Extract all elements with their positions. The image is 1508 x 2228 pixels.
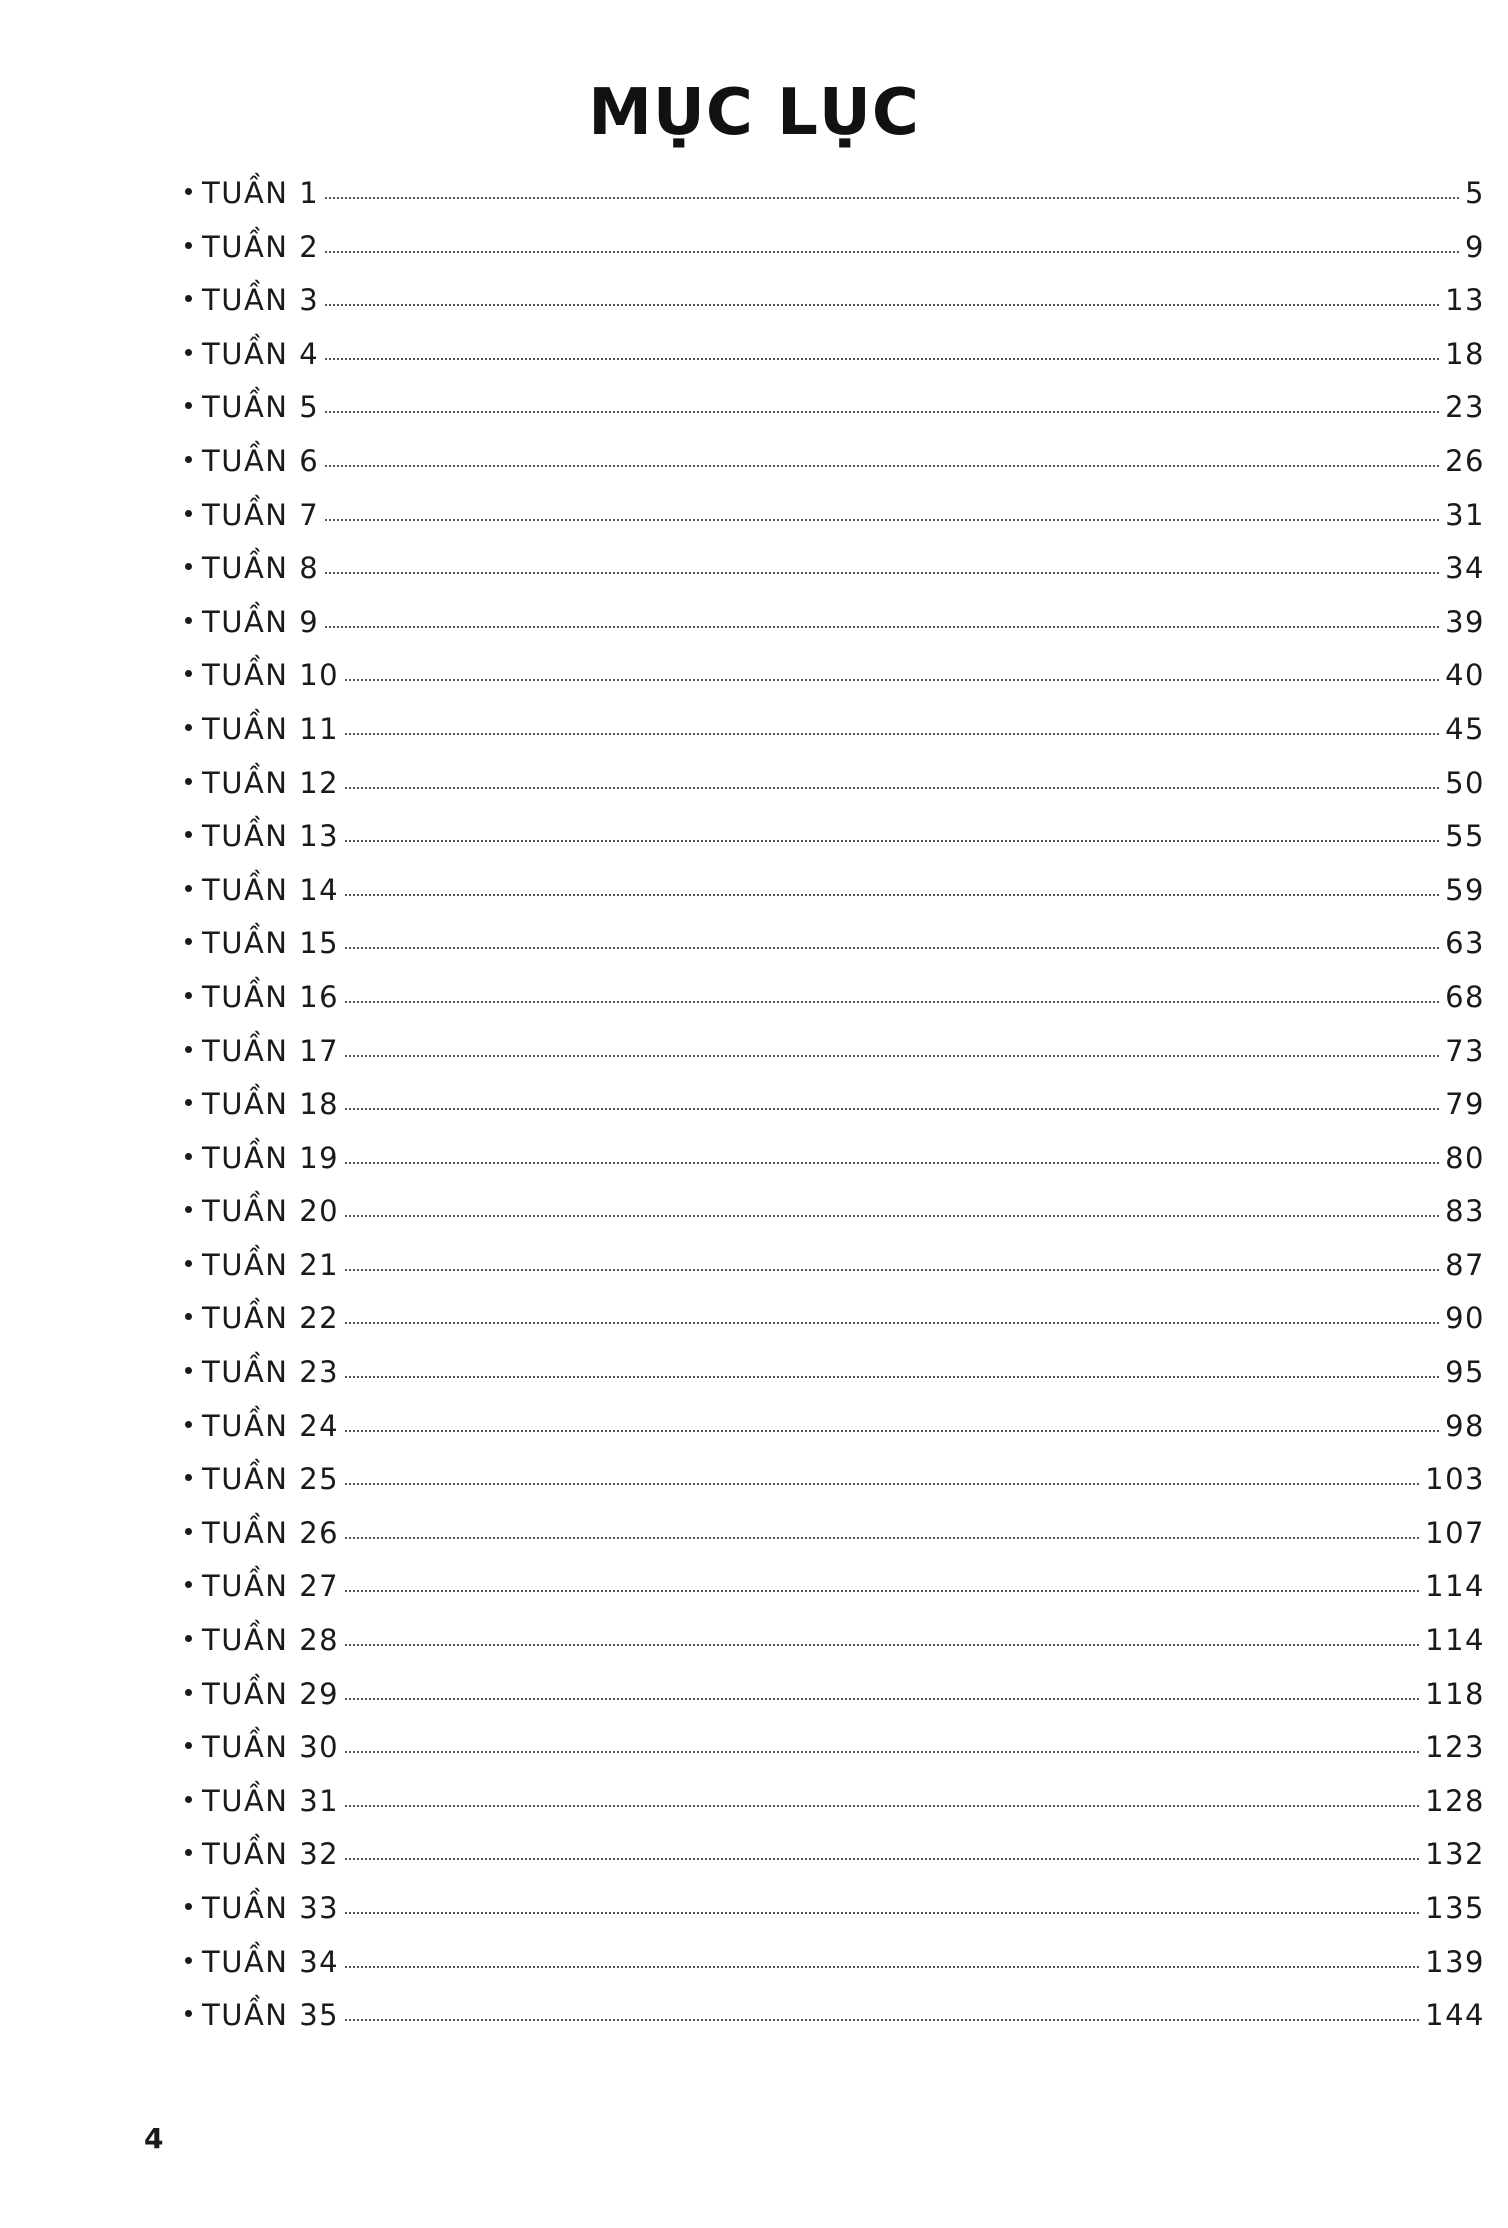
bullet-icon: [185, 1689, 192, 1696]
toc-entry-page-number: 87: [1445, 1247, 1485, 1282]
dot-leader: [345, 1858, 1419, 1860]
toc-entry-label: TUẦN 17: [202, 1033, 340, 1068]
page-title: MỤC LỤC: [588, 76, 920, 150]
dot-leader: [345, 1376, 1439, 1378]
toc-entry-29[interactable]: [185, 1677, 1485, 1731]
dot-leader: [345, 787, 1439, 789]
toc-entry-label: TUẦN 2: [202, 229, 320, 264]
dot-leader: [345, 1001, 1439, 1003]
toc-entry-page-number: 59: [1445, 872, 1485, 907]
bullet-icon: [185, 1206, 192, 1213]
toc-entry-label: TUẦN 22: [202, 1301, 340, 1336]
toc-entry-18[interactable]: [185, 1087, 1485, 1141]
toc-entry-page-number: 123: [1425, 1730, 1485, 1765]
toc-entry-27[interactable]: [185, 1569, 1485, 1623]
toc-entry-page-number: 135: [1425, 1891, 1485, 1925]
bullet-icon: [185, 885, 192, 892]
dot-leader: [325, 572, 1439, 574]
dot-leader: [345, 840, 1439, 842]
bullet-icon: [185, 295, 192, 302]
toc-entry-page-number: 144: [1425, 1998, 1485, 2033]
bullet-icon: [185, 778, 192, 785]
toc-entry-33[interactable]: [185, 1891, 1485, 1945]
toc-entry-label: TUẦN 14: [202, 872, 340, 907]
toc-entry-label: TUẦN 4: [202, 336, 320, 371]
toc-entry-page-number: 83: [1445, 1194, 1485, 1229]
toc-entry-label: TUẦN 23: [202, 1355, 340, 1390]
toc-entry-9[interactable]: [185, 605, 1485, 659]
toc-entry-14[interactable]: [185, 873, 1485, 927]
toc-entry-21[interactable]: [185, 1248, 1485, 1302]
bullet-icon: [185, 563, 192, 570]
dot-leader: [345, 1912, 1419, 1914]
toc-entry-label: TUẦN 30: [202, 1730, 340, 1765]
toc-entry-label: TUẦN 15: [202, 926, 340, 961]
dot-leader: [345, 1269, 1439, 1271]
dot-leader: [345, 1751, 1419, 1753]
toc-entry-16[interactable]: [185, 980, 1485, 1034]
toc-entry-22[interactable]: [185, 1301, 1485, 1355]
bullet-icon: [185, 1367, 192, 1374]
bullet-icon: [185, 1046, 192, 1053]
bullet-icon: [185, 1957, 192, 1964]
dot-leader: [345, 1215, 1439, 1217]
toc-entry-page-number: 50: [1445, 765, 1485, 800]
bullet-icon: [185, 831, 192, 838]
toc-entry-page-number: 26: [1445, 443, 1485, 478]
toc-entry-page-number: 5: [1465, 176, 1485, 210]
toc-entry-page-number: 98: [1445, 1408, 1485, 1443]
toc-entry-label: TUẦN 18: [202, 1087, 340, 1122]
bullet-icon: [185, 1474, 192, 1481]
toc-entry-5[interactable]: [185, 390, 1485, 444]
toc-entry-page-number: 68: [1445, 979, 1485, 1014]
toc-entry-28[interactable]: [185, 1623, 1485, 1677]
dot-leader: [325, 197, 1459, 199]
dot-leader: [345, 1805, 1419, 1807]
toc-entry-13[interactable]: [185, 819, 1485, 873]
dot-leader: [345, 679, 1439, 681]
toc-entry-page-number: 128: [1425, 1783, 1485, 1818]
toc-entry-page-number: 45: [1445, 711, 1485, 746]
toc-entry-20[interactable]: [185, 1194, 1485, 1248]
toc-entry-page-number: 40: [1445, 658, 1485, 693]
toc-entry-7[interactable]: [185, 498, 1485, 552]
toc-entry-label: TUẦN 24: [202, 1408, 340, 1443]
bullet-icon: [185, 2010, 192, 2017]
toc-entry-label: TUẦN 3: [202, 283, 320, 318]
toc-entry-12[interactable]: [185, 766, 1485, 820]
toc-entry-label: TUẦN 27: [202, 1569, 340, 1604]
bullet-icon: [185, 1581, 192, 1588]
toc-entry-19[interactable]: [185, 1141, 1485, 1195]
bullet-icon: [185, 1742, 192, 1749]
toc-entry-page-number: 31: [1445, 497, 1485, 532]
dot-leader: [325, 411, 1439, 413]
dot-leader: [325, 304, 1439, 306]
bullet-icon: [185, 402, 192, 409]
toc-entry-34[interactable]: [185, 1945, 1485, 1999]
toc-entry-page-number: 55: [1445, 819, 1485, 854]
toc-entry-4[interactable]: [185, 337, 1485, 391]
toc-entry-24[interactable]: [185, 1409, 1485, 1463]
bullet-icon: [185, 242, 192, 249]
bullet-icon: [185, 617, 192, 624]
toc-entry-label: TUẦN 28: [202, 1623, 340, 1658]
toc-entry-10[interactable]: [185, 658, 1485, 712]
bullet-icon: [185, 1260, 192, 1267]
toc-entry-label: TUẦN 25: [202, 1462, 340, 1497]
dot-leader: [345, 1483, 1419, 1485]
toc-entry-page-number: 95: [1445, 1355, 1485, 1390]
bullet-icon: [185, 1903, 192, 1910]
toc-entry-page-number: 139: [1425, 1944, 1485, 1979]
bullet-icon: [185, 1796, 192, 1803]
page-number: 4: [144, 2122, 164, 2155]
toc-entry-32[interactable]: [185, 1837, 1485, 1891]
bullet-icon: [185, 1313, 192, 1320]
bullet-icon: [185, 724, 192, 731]
toc-entry-page-number: 114: [1425, 1569, 1485, 1604]
dot-leader: [345, 1590, 1419, 1592]
toc-entry-6[interactable]: [185, 444, 1485, 498]
dot-leader: [345, 1966, 1419, 1968]
dot-leader: [345, 2019, 1419, 2021]
dot-leader: [325, 519, 1439, 521]
bullet-icon: [185, 670, 192, 677]
toc-entry-2[interactable]: [185, 230, 1485, 284]
dot-leader: [345, 733, 1439, 735]
dot-leader: [325, 626, 1439, 628]
toc-entry-page-number: 80: [1445, 1140, 1485, 1175]
bullet-icon: [185, 938, 192, 945]
bullet-icon: [185, 1635, 192, 1642]
toc-entry-page-number: 63: [1445, 926, 1485, 961]
toc-entry-page-number: 34: [1445, 551, 1485, 586]
dot-leader: [345, 1430, 1439, 1432]
dot-leader: [345, 894, 1439, 896]
toc-entry-label: TUẦN 9: [202, 604, 320, 639]
toc-entry-label: TUẦN 31: [202, 1783, 340, 1818]
toc-entry-label: TUẦN 12: [202, 765, 340, 800]
toc-entry-label: TUẦN 5: [202, 390, 320, 425]
toc-entry-8[interactable]: [185, 551, 1485, 605]
toc-entry-label: TUẦN 13: [202, 819, 340, 854]
toc-entry-30[interactable]: [185, 1730, 1485, 1784]
toc-entry-page-number: 132: [1425, 1837, 1485, 1872]
toc-entry-11[interactable]: [185, 712, 1485, 766]
toc-entry-label: TUẦN 32: [202, 1837, 340, 1872]
toc-entry-label: TUẦN 21: [202, 1247, 340, 1282]
toc-entry-17[interactable]: [185, 1034, 1485, 1088]
toc-entry-label: TUẦN 29: [202, 1676, 340, 1711]
toc-entry-label: TUẦN 1: [202, 176, 320, 210]
dot-leader: [345, 1055, 1439, 1057]
dot-leader: [325, 251, 1459, 253]
toc-entry-label: TUẦN 16: [202, 979, 340, 1014]
bullet-icon: [185, 456, 192, 463]
bullet-icon: [185, 1099, 192, 1106]
toc-entry-label: TUẦN 19: [202, 1140, 340, 1175]
dot-leader: [345, 947, 1439, 949]
toc-entry-label: TUẦN 11: [202, 711, 340, 746]
toc-entry-25[interactable]: [185, 1462, 1485, 1516]
toc-entry-page-number: 39: [1445, 604, 1485, 639]
dot-leader: [345, 1108, 1439, 1110]
dot-leader: [345, 1537, 1419, 1539]
dot-leader: [345, 1644, 1419, 1646]
table-of-contents: [185, 176, 1485, 2052]
bullet-icon: [185, 188, 192, 195]
toc-entry-page-number: 13: [1445, 283, 1485, 318]
toc-entry-page-number: 9: [1465, 229, 1485, 264]
toc-entry-15[interactable]: [185, 926, 1485, 980]
toc-entry-label: TUẦN 6: [202, 443, 320, 478]
dot-leader: [325, 465, 1439, 467]
toc-entry-label: TUẦN 33: [202, 1891, 340, 1925]
toc-entry-3[interactable]: [185, 283, 1485, 337]
toc-entry-label: TUẦN 35: [202, 1998, 340, 2033]
dot-leader: [345, 1162, 1439, 1164]
toc-entry-page-number: 103: [1425, 1462, 1485, 1497]
bullet-icon: [185, 510, 192, 517]
toc-entry-26[interactable]: [185, 1516, 1485, 1570]
toc-entry-1[interactable]: [185, 176, 1485, 230]
toc-entry-31[interactable]: [185, 1784, 1485, 1838]
toc-entry-35[interactable]: [185, 1998, 1485, 2052]
toc-entry-page-number: 114: [1425, 1623, 1485, 1658]
bullet-icon: [185, 1849, 192, 1856]
toc-entry-label: TUẦN 20: [202, 1194, 340, 1229]
toc-entry-page-number: 118: [1425, 1676, 1485, 1711]
bullet-icon: [185, 992, 192, 999]
toc-entry-label: TUẦN 34: [202, 1944, 340, 1979]
toc-entry-page-number: 107: [1425, 1515, 1485, 1550]
toc-entry-23[interactable]: [185, 1355, 1485, 1409]
bullet-icon: [185, 1421, 192, 1428]
bullet-icon: [185, 349, 192, 356]
toc-entry-label: TUẦN 8: [202, 551, 320, 586]
dot-leader: [345, 1698, 1419, 1700]
toc-entry-label: TUẦN 26: [202, 1515, 340, 1550]
dot-leader: [345, 1322, 1439, 1324]
toc-entry-page-number: 73: [1445, 1033, 1485, 1068]
toc-entry-label: TUẦN 10: [202, 658, 340, 693]
toc-entry-label: TUẦN 7: [202, 497, 320, 532]
bullet-icon: [185, 1153, 192, 1160]
dot-leader: [325, 358, 1439, 360]
toc-entry-page-number: 18: [1445, 336, 1485, 371]
toc-entry-page-number: 90: [1445, 1301, 1485, 1336]
toc-entry-page-number: 23: [1445, 390, 1485, 425]
toc-entry-page-number: 79: [1445, 1087, 1485, 1122]
bullet-icon: [185, 1528, 192, 1535]
